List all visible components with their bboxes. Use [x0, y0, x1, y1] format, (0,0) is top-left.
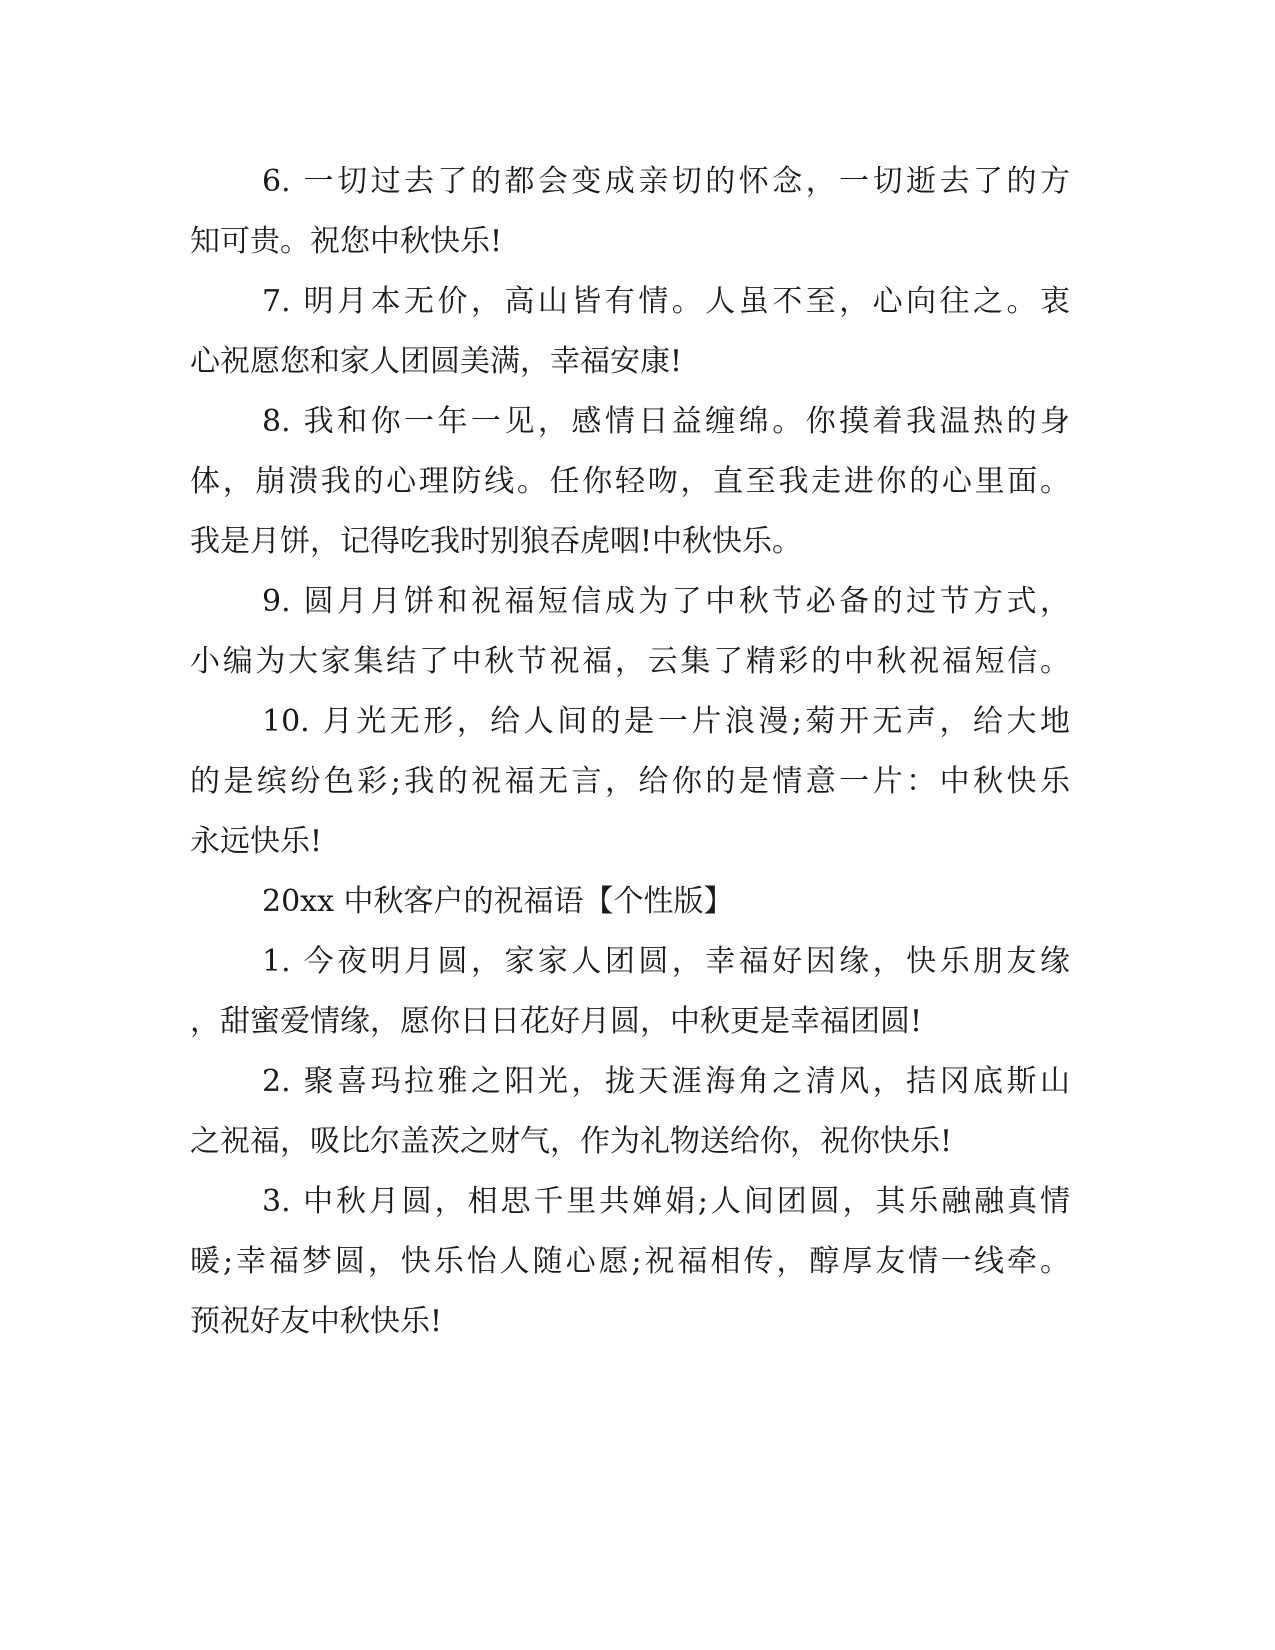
text-line: 体，崩溃我的心理防线。任你轻吻，直至我走进你的心里面。	[190, 464, 1070, 499]
text-line: 我是月饼，记得吃我时别狼吞虎咽!中秋快乐。	[190, 524, 803, 559]
text-line: ，甜蜜爱情缘，愿你日日花好月圆，中秋更是幸福团圆!	[190, 1004, 923, 1039]
text-line: 心祝愿您和家人团圆美满，幸福安康!	[190, 344, 683, 379]
text-line: 2. 聚喜玛拉雅之阳光，拢天涯海角之清风，拮冈底斯山	[262, 1064, 1070, 1099]
text-line: 之祝福，吸比尔盖茨之财气，作为礼物送给你，祝你快乐!	[190, 1124, 953, 1159]
text-line: 预祝好友中秋快乐!	[190, 1304, 443, 1339]
text-line: 10. 月光无形，给人间的是一片浪漫;菊开无声，给大地	[262, 704, 1070, 739]
text-line: 1. 今夜明月圆，家家人团圆，幸福好因缘，快乐朋友缘	[262, 944, 1070, 979]
text-line: 暖;幸福梦圆，快乐怡人随心愿;祝福相传，醇厚友情一线牵。	[190, 1244, 1070, 1279]
text-line: 9. 圆月月饼和祝福短信成为了中秋节必备的过节方式，	[262, 584, 1070, 619]
text-line: 7. 明月本无价，高山皆有情。人虽不至，心向往之。衷	[262, 284, 1070, 319]
text-line: 8. 我和你一年一见，感情日益缠绵。你摸着我温热的身	[262, 404, 1070, 439]
text-line: 3. 中秋月圆，相思千里共婵娟;人间团圆，其乐融融真情	[262, 1184, 1070, 1219]
text-line: 20xx 中秋客户的祝福语【个性版】	[262, 884, 734, 919]
text-line: 6. 一切过去了的都会变成亲切的怀念，一切逝去了的方	[262, 164, 1070, 199]
text-line: 小编为大家集结了中秋节祝福，云集了精彩的中秋祝福短信。	[190, 644, 1070, 679]
text-line: 永远快乐!	[190, 824, 323, 859]
text-line: 知可贵。祝您中秋快乐!	[190, 224, 503, 259]
text-line: 的是缤纷色彩;我的祝福无言，给你的是情意一片：中秋快乐	[190, 764, 1070, 799]
